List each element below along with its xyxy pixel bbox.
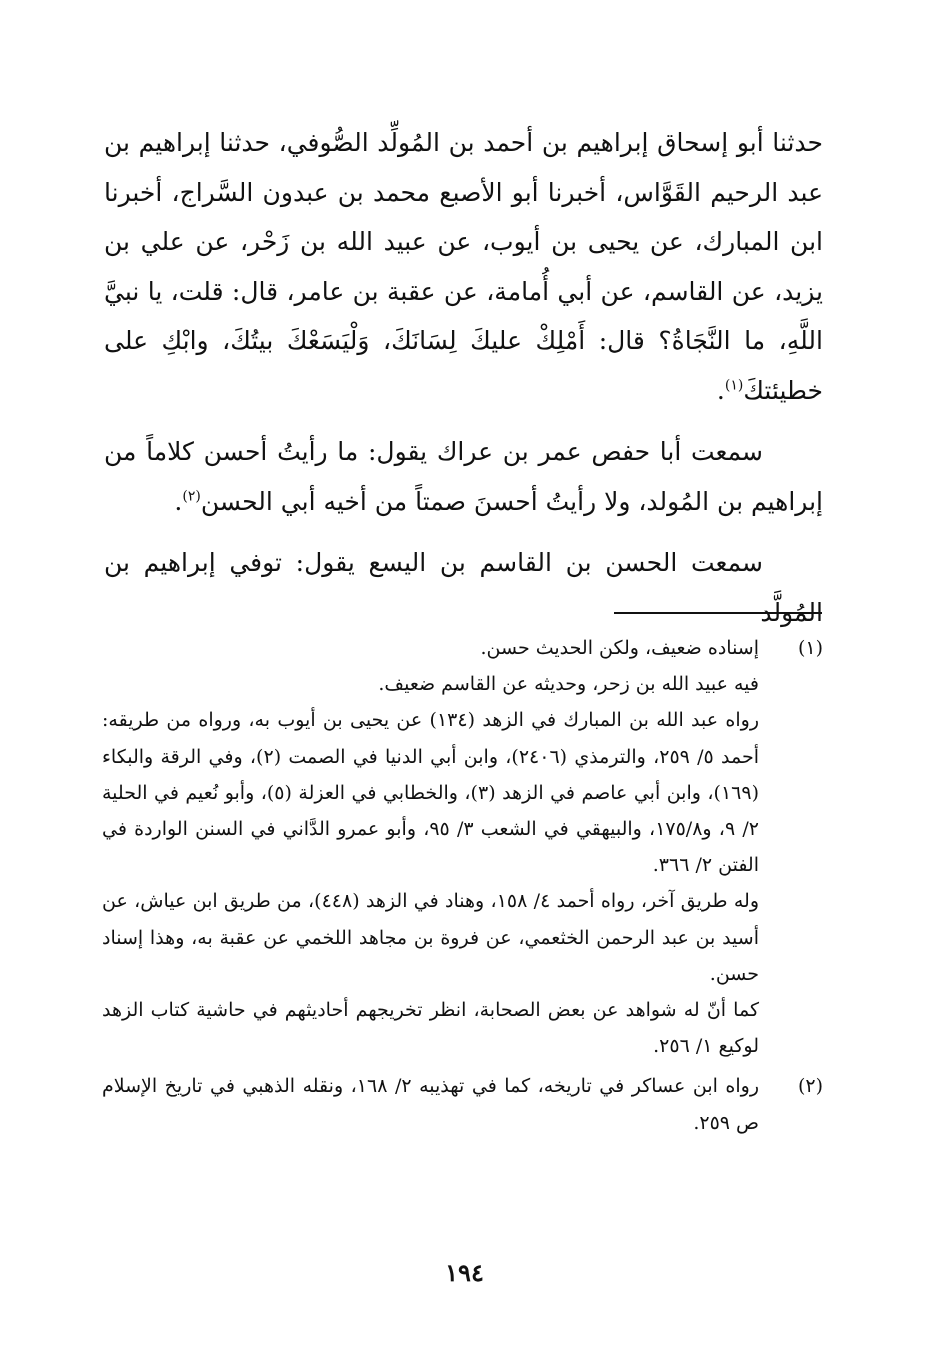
footnote (102, 1068, 823, 1140)
footnote-line: رواه عبد الله بن المبارك في الزهد (١٣٤) عن يحيى بن أيوب به، ورواه من طريقه: أحمد ٥/ ٢٥٩، والترمذي (٢٤٠٦)، وابن أبي الدنيا في الصمت (٢)، وفي الرقة والبكاء (١٦٩)، وابن أبي عاصم في الزهد (٣)، والخطابي في العزلة (٥)، وأبو نُعيم في الحلية ٢/ ٩، و١٧٥/٨، والبيهقي في الشعب ٣/ ٩٥، وأبو عمرو الدَّاني في السنن الواردة في الفتن ٢/ ٣٦٦. (102, 709, 759, 877)
paragraph-end: . (174, 486, 183, 516)
main-paragraph (104, 427, 823, 526)
paragraph-text: سمعت الحسن بن القاسم بن اليسع يقول: توفي إبراهيم بن المُولَّد (104, 548, 823, 627)
footnote-line: رواه ابن عساكر في تاريخه، كما في تهذيبه ٢/ ١٦٨، ونقله الذهبي في تاريخ الإسلام ص ٢٥٩. (102, 1075, 759, 1134)
footnote-line: وله طريق آخر، رواه أحمد ٤/ ١٥٨، وهناد في الزهد (٤٤٨)، من طريق ابن عياش، عن أسيد بن عبد الرحمن الخثعمي، عن فروة بن مجاهد اللخمي عن عقبة به، وهذا إسناد حسن. (102, 890, 760, 985)
main-paragraph (104, 538, 823, 637)
footnotes (102, 630, 823, 1141)
footnote-number: (١) (797, 637, 823, 659)
footnote-line: كما أنّ له شواهد عن بعض الصحابة، انظر تخريجهم أحاديثهم في حاشية كتاب الزهد لوكيع ١/ ٢٥٦. (102, 999, 759, 1058)
footnote-line: فيه عبيد الله بن زحر، وحديثه عن القاسم ضعيف. (378, 673, 759, 696)
footnote-line: إسناده ضعيف، ولكن الحديث حسن. (480, 637, 759, 659)
main-paragraph (104, 118, 823, 415)
paragraph-text: سمعت أبا حفص عمر بن عراك يقول: ما رأيتُ أحسن كلاماً من إبراهيم بن المُولد، ولا رأيتُ أحسنَ صمتاً من أخيه أبي الحسن (104, 437, 823, 516)
main-text (104, 118, 823, 637)
footnote (102, 630, 823, 1064)
footnote-reference: (١) (724, 377, 744, 394)
page-number: ١٩٤ (445, 1258, 484, 1287)
footnote-number: (٢) (797, 1075, 823, 1098)
footnote-separator (614, 612, 822, 614)
paragraph-end: . (716, 375, 725, 405)
footnote-reference: (٢) (182, 488, 201, 505)
paragraph-text: حدثنا أبو إسحاق إبراهيم بن أحمد بن المُولِّد الصُّوفي، حدثنا إبراهيم بن عبد الرحيم القَوَّاس، أخبرنا أبو الأصبع محمد بن عبدون السَّراج، أخبرنا ابن المبارك، عن يحيى بن أيوب، عن عبيد الله بن زَحْر، عن علي بن يزيد، عن القاسم، عن أبي أُمامة، عن عقبة بن عامر، قال: قلت، يا نبيَّ اللَّهِ، ما النَّجَاةُ؟ قال: أَمْلِكْ عليكَ لِسَانَكَ، وَلْيَسَعْكَ بيتُكَ، وابْكِ على خطيئتكَ (104, 128, 823, 405)
